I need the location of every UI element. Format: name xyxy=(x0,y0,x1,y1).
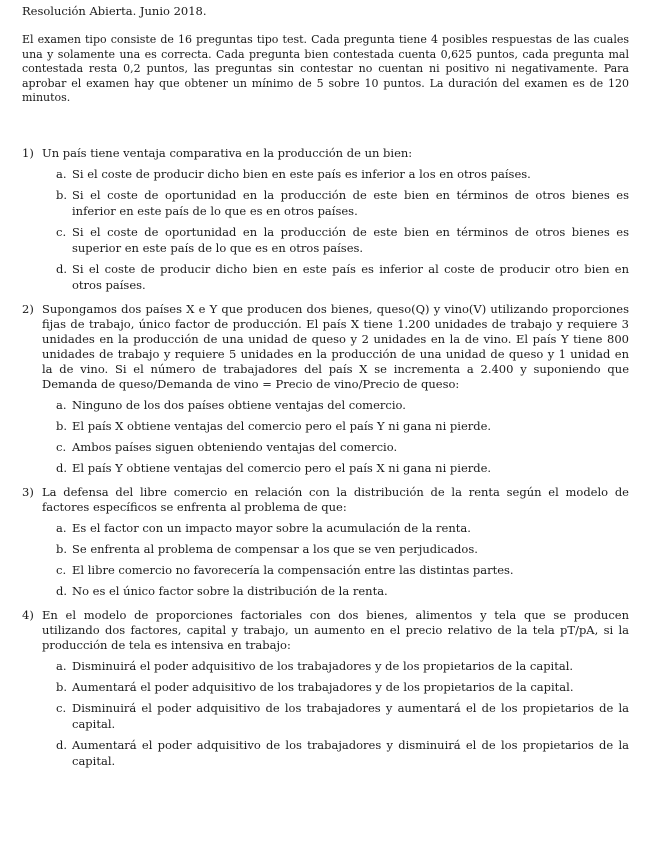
option-a xyxy=(42,658,629,674)
option-text: El país X obtiene ventajas del comercio pero el país Y ni gana ni pierde. xyxy=(72,418,492,433)
option-c xyxy=(42,700,629,732)
option-d xyxy=(42,737,629,769)
option-b xyxy=(42,418,629,434)
question-text: Un país tiene ventaja comparativa en la producción de un bien: xyxy=(42,145,413,160)
option-a xyxy=(42,166,629,182)
option-letter: b. xyxy=(56,541,68,556)
answer-options xyxy=(42,658,629,769)
option-text: Aumentará el poder adquisitivo de los trabajadores y disminuirá el de los propietarios de la capital. xyxy=(72,737,629,768)
option-letter: d. xyxy=(56,737,68,752)
option-text: Aumentará el poder adquisitivo de los trabajadores y de los propietarios de la capital. xyxy=(72,679,574,694)
option-letter: a. xyxy=(56,397,67,412)
answer-options xyxy=(42,166,629,293)
option-d xyxy=(42,583,629,599)
option-letter: d. xyxy=(56,460,68,475)
option-letter: d. xyxy=(56,261,68,276)
question-list xyxy=(22,146,629,769)
answer-options xyxy=(42,520,629,599)
question-text: Supongamos dos países X e Y que producen dos bienes, queso(Q) y vino(V) utilizando proporciones fijas de trabajo, único factor de producción. El país X tiene 1.200 unidades de trabajo y requiere 3 unidades en la producción de una unidad de queso y 2 unidades en la de vino. El país Y tiene 800 unidades de trabajo y requiere 5 unidades en la producción de una unidad de queso y 1 unidad en la de vino. Si el número de trabajadores del país X se incrementa a 2.400 y suponiendo que Demanda de queso/Demanda de vino = Precio de vino/Precio de queso: xyxy=(42,301,629,391)
option-c xyxy=(42,439,629,455)
option-text: Si el coste de oportunidad en la producción de este bien en términos de otros bienes es superior en este país de lo que es en otros países. xyxy=(72,224,629,255)
option-text: Ninguno de los dos países obtiene ventajas del comercio. xyxy=(72,397,406,412)
option-a xyxy=(42,397,629,413)
option-a xyxy=(42,520,629,536)
question-1 xyxy=(22,146,629,293)
option-letter: a. xyxy=(56,658,67,673)
option-text: El país Y obtiene ventajas del comercio pero el país X ni gana ni pierde. xyxy=(72,460,492,475)
option-text: Disminuirá el poder adquisitivo de los trabajadores y aumentará el de los propietarios de la capital. xyxy=(72,700,629,731)
option-text: Se enfrenta al problema de compensar a los que se ven perjudicados. xyxy=(72,541,478,556)
option-d xyxy=(42,460,629,476)
option-text: Es el factor con un impacto mayor sobre la acumulación de la renta. xyxy=(72,520,471,535)
exam-title: Resolución Abierta. Junio 2018. xyxy=(22,4,207,18)
option-text: Ambos países siguen obteniendo ventajas del comercio. xyxy=(72,439,398,454)
question-number: 1) xyxy=(22,145,34,160)
question-3 xyxy=(22,485,629,599)
option-letter: c. xyxy=(56,562,67,577)
option-b xyxy=(42,187,629,219)
option-text: Si el coste de producir dicho bien en este país es inferior al coste de producir otro bien en otros países. xyxy=(72,261,629,292)
option-text: Disminuirá el poder adquisitivo de los trabajadores y de los propietarios de la capital. xyxy=(72,658,574,673)
answer-options xyxy=(42,397,629,476)
question-text: En el modelo de proporciones factoriales con dos bienes, alimentos y tela que se producen utilizando dos factores, capital y trabajo, un aumento en el precio relativo de la tela pT/pA, si la producción de tela es intensiva en trabajo: xyxy=(42,607,629,652)
option-b xyxy=(42,679,629,695)
option-letter: b. xyxy=(56,679,68,694)
question-number: 2) xyxy=(22,301,34,316)
option-letter: c. xyxy=(56,224,67,239)
option-letter: c. xyxy=(56,700,67,715)
option-text: Si el coste de oportunidad en la producción de este bien en términos de otros bienes es inferior en este país de lo que es en otros países. xyxy=(72,187,629,218)
option-text: Si el coste de producir dicho bien en este país es inferior a los en otros países. xyxy=(72,166,531,181)
option-c xyxy=(42,562,629,578)
question-text: La defensa del libre comercio en relación con la distribución de la renta según el modelo de factores específicos se enfrenta al problema de que: xyxy=(42,484,629,514)
option-d xyxy=(42,261,629,293)
option-b xyxy=(42,541,629,557)
question-number: 4) xyxy=(22,607,34,622)
exam-instructions: El examen tipo consiste de 16 preguntas tipo test. Cada pregunta tiene 4 posibles respuestas de las cuales una y solamente una es correcta. Cada pregunta bien contestada cuenta 0,625 puntos, cada pregunta mal contestada resta 0,2 puntos, las preguntas sin contestar no cuentan ni positivo ni negativamente. Para aprobar el examen hay que obtener un mínimo de 5 sobre 10 puntos. La duración del examen es de 120 minutos. xyxy=(22,33,629,104)
option-letter: b. xyxy=(56,418,68,433)
option-c xyxy=(42,224,629,256)
option-letter: c. xyxy=(56,439,67,454)
option-letter: b. xyxy=(56,187,68,202)
question-number: 3) xyxy=(22,484,34,499)
option-letter: d. xyxy=(56,583,68,598)
option-letter: a. xyxy=(56,166,67,181)
option-text: No es el único factor sobre la distribución de la renta. xyxy=(72,583,388,598)
question-4 xyxy=(22,608,629,769)
option-letter: a. xyxy=(56,520,67,535)
question-2 xyxy=(22,302,629,476)
option-text: El libre comercio no favorecería la compensación entre las distintas partes. xyxy=(72,562,514,577)
